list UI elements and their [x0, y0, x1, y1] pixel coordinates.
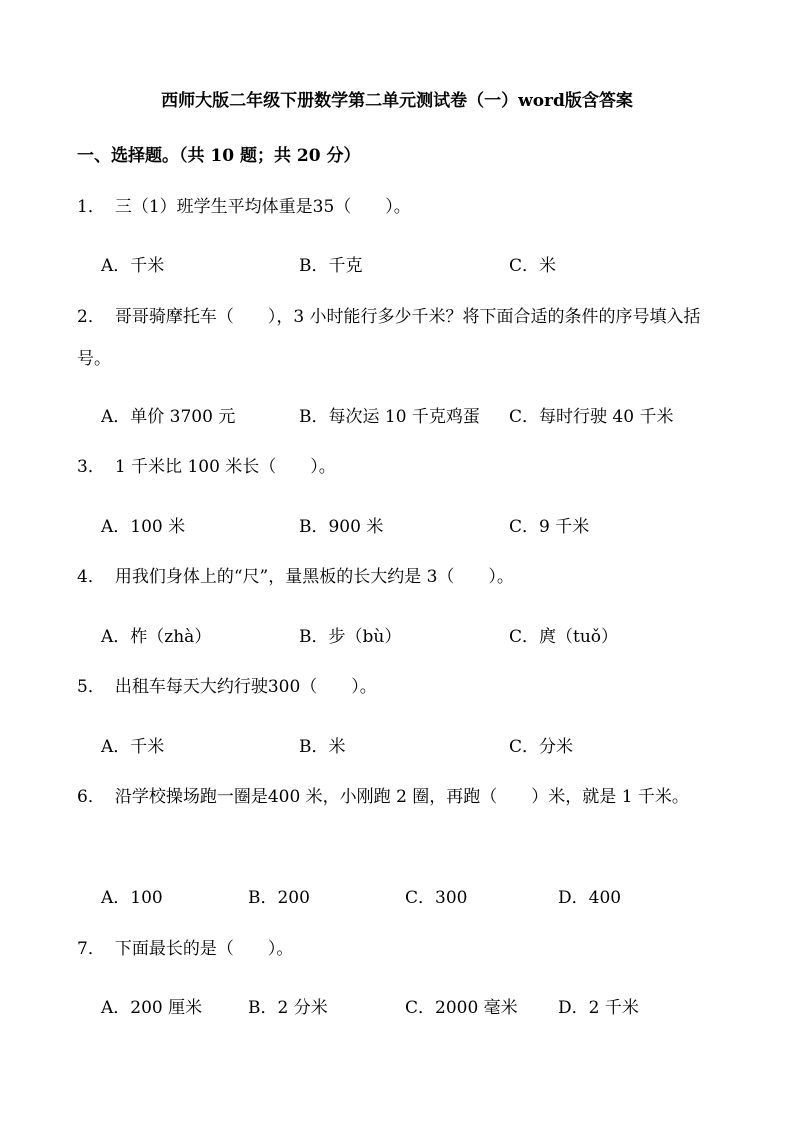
question-text: 用我们身体上的“尺”，量黑板的长大约是 3（ ）。: [114, 567, 514, 587]
option-c: C．每时行驶 40 千米: [509, 407, 674, 427]
option-a: A．200 厘米: [101, 998, 203, 1018]
question-text: 出租车每天大约行驶300（ ）。: [114, 677, 377, 697]
option-c: C．庹（tuǒ）: [509, 627, 619, 647]
document-title: 西师大版二年级下册数学第二单元测试卷（一）word版含答案: [161, 91, 633, 111]
question-text: 三（1）班学生平均体重是35（ ）。: [114, 197, 411, 217]
question-7-options: [0, 993, 794, 1023]
option-c: C．300: [405, 888, 468, 908]
question-number: 1．: [77, 197, 105, 217]
option-c: C．分米: [509, 737, 574, 757]
option-d: D．2 千米: [558, 998, 639, 1018]
question-number: 3．: [77, 457, 105, 477]
question-2: [77, 296, 717, 380]
question-5: [77, 666, 377, 708]
question-4: [77, 556, 514, 598]
question-text: 沿学校操场跑一圈是400 米，小刚跑 2 圈，再跑（ ）米，就是 1 千米。: [114, 787, 689, 807]
question-1-options: [0, 251, 794, 281]
option-a: A．柞（zhà）: [101, 627, 212, 647]
option-b: B．200: [248, 888, 310, 908]
option-b: B．2 分米: [248, 998, 328, 1018]
option-a: A．千米: [101, 256, 165, 276]
question-number: 5．: [77, 677, 105, 697]
question-6: [77, 776, 717, 818]
option-a: A．100 米: [101, 517, 186, 537]
question-text: 1 千米比 100 米长（ ）。: [114, 457, 336, 477]
option-b: B．步（bù）: [299, 627, 402, 647]
option-a: A．千米: [101, 737, 165, 757]
option-c: C．9 千米: [509, 517, 590, 537]
question-3: [77, 446, 336, 488]
option-b: B．千克: [299, 256, 363, 276]
section-heading: 一、选择题。（共 10 题；共 20 分）: [77, 146, 361, 166]
option-d: D．400: [558, 888, 622, 908]
question-number: 2．: [77, 307, 105, 327]
question-number: 6．: [77, 787, 105, 807]
question-4-options: [0, 622, 794, 652]
option-a: A．单价 3700 元: [101, 407, 236, 427]
question-1: [77, 186, 411, 228]
option-b: B．米: [299, 737, 346, 757]
question-6-options: [0, 883, 794, 913]
question-3-options: [0, 512, 794, 542]
question-7: [77, 928, 293, 970]
question-text: 下面最长的是（ ）。: [114, 939, 294, 959]
option-a: A．100: [101, 888, 163, 908]
option-c: C．2000 毫米: [405, 998, 518, 1018]
question-2-options: [0, 402, 794, 432]
question-number: 7．: [77, 939, 105, 959]
question-number: 4．: [77, 567, 105, 587]
option-b: B．900 米: [299, 517, 384, 537]
question-5-options: [0, 732, 794, 762]
option-b: B．每次运 10 千克鸡蛋: [299, 407, 480, 427]
question-text: 哥哥骑摩托车（ ），3 小时能行多少千米？将下面合适的条件的序号填入括号。: [77, 307, 701, 369]
option-c: C．米: [509, 256, 557, 276]
